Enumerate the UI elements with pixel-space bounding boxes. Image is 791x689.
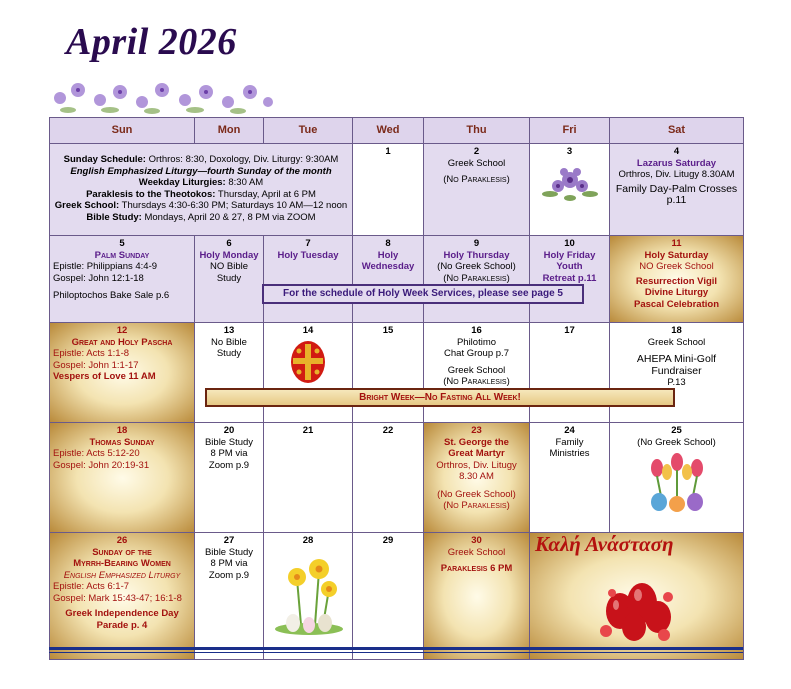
day-cell-28: 28 (264, 533, 353, 660)
day-cell-10: 10 Holy Friday Youth Retreat p.11 (530, 236, 610, 323)
day-cell-22: 22 (353, 423, 424, 533)
day-header-tue: Tue (264, 118, 353, 144)
page-title: April 2026 (66, 21, 237, 63)
day-cell-1: 1 (353, 144, 424, 236)
holy-week-banner: For the schedule of Holy Week Services, please see page 5 (262, 284, 584, 304)
red-eggs-image (590, 567, 680, 647)
day-cell-5: 5 Palm Sunday Epistle: Philippians 4:4-9 Gospel: John 12:1-18 Philoptochos Bake Sale p.6 (50, 236, 195, 323)
schedule-line: Weekday Liturgies: 8:30 AM (138, 177, 264, 188)
flower-border-image (50, 68, 275, 116)
schedule-notes (50, 144, 353, 236)
daffodils-eggs-image (267, 549, 351, 639)
day-cell-2: 2 Greek School (No Paraklesis) (424, 144, 530, 236)
day-cell-15: 15 (353, 323, 424, 423)
day-cell-4: 4 Lazarus Saturday Orthros, Div. Litugy 8.30AM Family Day-Palm Crosses p.11 (610, 144, 744, 236)
day-header-wed: Wed (353, 118, 424, 144)
day-header-fri: Fri (530, 118, 610, 144)
bottom-divider (49, 647, 743, 650)
bright-week-banner: Bright Week—No Fasting All Week! (205, 388, 675, 407)
day-header-sat: Sat (610, 118, 744, 144)
day-header-thu: Thu (424, 118, 530, 144)
schedule-line: English Emphasized Liturgy—fourth Sunday of the month (70, 165, 332, 177)
day-cell-30: 30 Greek School Paraklesis 6 PM (424, 533, 530, 660)
day-cell-11: 11 Holy Saturday NO Greek School Resurrection Vigil Divine Liturgy Pascal Celebration (610, 236, 744, 323)
day-cell-26: 26 Sunday of the Myrrh-Bearing Women English Emphasized Liturgy Epistle: Acts 6:1-7 Gospel: Mark 15:43-47; 16:1-8 Greek Independence Day Parade p. 4 (50, 533, 195, 660)
day-cell-14: 14 (264, 323, 353, 423)
day-cell-16: 16 Philotimo Chat Group p.7 Greek School (No Paraklesis) (424, 323, 530, 423)
bottom-divider-thin (49, 652, 743, 653)
day-cell-24: 24 Family Ministries (530, 423, 610, 533)
schedule-line: Sunday Schedule: Orthros: 8:30, Doxology, Div. Liturgy: 9:30AM (63, 154, 339, 165)
day-header-mon: Mon (195, 118, 264, 144)
schedule-line: Paraklesis to the Theotokos: Thursday, April at 6 PM (86, 188, 316, 200)
day-cell-21: 21 (264, 423, 353, 533)
day-cell-27: 27 Bible Study 8 PM via Zoom p.9 (195, 533, 264, 660)
day-cell-8: 8 Holy Wednesday (353, 236, 424, 323)
day-cell-29: 29 (353, 533, 424, 660)
day-cell-7: 7 Holy Tuesday (264, 236, 353, 323)
day-cell-12: 12 Great and Holy Pascha Epistle: Acts 1:1-8 Gospel: John 1:1-17 Vespers of Love 11 AM (50, 323, 195, 423)
schedule-line: Bible Study: Mondays, April 20 & 27, 8 PM via ZOOM (86, 211, 316, 223)
day-cell-13: 13 No Bible Study (195, 323, 264, 423)
day-cell-9: 9 Holy Thursday (No Greek School) (No Paraklesis) (424, 236, 530, 323)
day-cell-23: 23 St. George the Great Martyr Orthros, Div. Litugy 8.30 AM (No Greek School) (No Paraklesis) (424, 423, 530, 533)
day-cell-3: 3 (530, 144, 610, 236)
tulips-eggs-image (637, 450, 717, 512)
day-cell-19: 18 Thomas Sunday Epistle: Acts 5:12-20 Gospel: John 20:19-31 (50, 423, 195, 533)
schedule-line: Greek School: Thursdays 4:30-6:30 PM; Saturdays 10 AM—12 noon (54, 200, 348, 211)
flower-bouquet-image (540, 158, 600, 208)
easter-egg-image (288, 338, 328, 384)
day-cell-25: 25 (No Greek School) (610, 423, 744, 533)
day-cell-17: 17 (530, 323, 610, 423)
day-cell-6: 6 Holy Monday NO Bible Study (195, 236, 264, 323)
day-cell-20: 20 Bible Study 8 PM via Zoom p.9 (195, 423, 264, 533)
day-header-sun: Sun (50, 118, 195, 144)
greeting-text: Καλή Ανάσταση (535, 532, 674, 556)
day-cell-18: 18 Greek School AHEPA Mini-Golf Fundraiser P.13 (610, 323, 744, 423)
